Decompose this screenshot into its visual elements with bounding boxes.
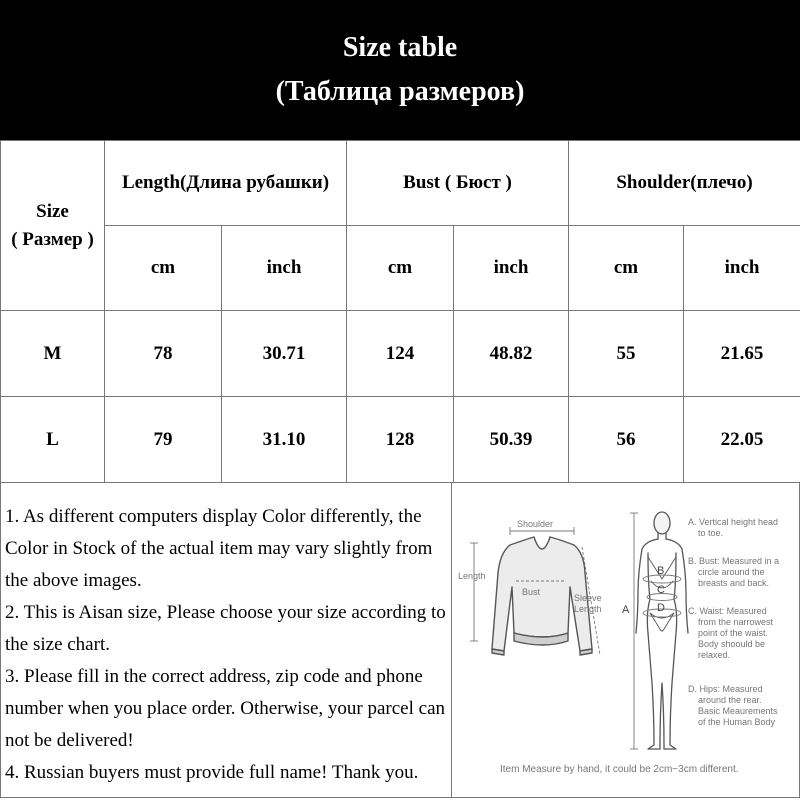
bust-header: Bust ( Бюст ): [347, 141, 569, 226]
note-item: 2. This is Aisan size, Please choose your size according to the size chart.: [5, 602, 446, 655]
table-unit-row: [1, 226, 800, 311]
bust-label: Bust: [522, 587, 541, 597]
note-item: 4. Russian buyers must provide full name! Thank you.: [5, 762, 419, 783]
unit-cell: inch: [222, 226, 347, 311]
note-item: 3. Please fill in the correct address, zip code and phone number when you place order. Otherwise, your parcel can not be delivered!: [5, 666, 445, 751]
unit-cell: inch: [454, 226, 569, 311]
page-subtitle: (Таблица размеров): [275, 76, 525, 107]
sleeve-label: Sleeve: [574, 593, 602, 603]
diagram-footer: Item Measure by hand, it could be 2cm~3cm different.: [500, 764, 739, 775]
size-header-cell: [1, 141, 105, 311]
page-title: Size table: [342, 32, 458, 63]
table-row: [1, 311, 800, 397]
shoulder-header: Shoulder(плечо): [569, 141, 800, 226]
legend-line: relaxed.: [698, 650, 731, 660]
legend-line: Basic Meaurements: [698, 706, 778, 716]
letter-d: D: [657, 602, 665, 614]
legend-line: C. Waist: Measured: [688, 606, 767, 616]
value-cell: 50.39: [454, 397, 569, 483]
value-cell: 56: [569, 397, 684, 483]
value-cell: 55: [569, 311, 684, 397]
value-cell: 30.71: [222, 311, 347, 397]
letter-a: A: [622, 604, 630, 616]
value-cell: 78: [105, 311, 222, 397]
value-cell: 21.65: [684, 311, 800, 397]
legend-line: D. Hips: Measured: [688, 684, 763, 694]
legend-line: B. Bust: Measured in a: [688, 556, 780, 566]
measurement-legend: [688, 517, 779, 727]
table-header-row: [1, 141, 800, 226]
body-figure: [636, 512, 688, 749]
value-cell: 124: [347, 311, 454, 397]
legend-line: point of the waist.: [698, 628, 769, 638]
unit-cell: cm: [569, 226, 684, 311]
value-cell: 31.10: [222, 397, 347, 483]
notes-box: [0, 482, 452, 798]
measurement-diagram-svg: [452, 483, 799, 798]
size-header-label-ru: ( Размер ): [11, 228, 94, 250]
legend-line: from the narrowest: [698, 617, 774, 627]
table-row: [1, 397, 800, 483]
legend-line: to toe.: [698, 528, 724, 538]
letter-b: B: [657, 565, 665, 577]
unit-cell: cm: [105, 226, 222, 311]
unit-cell: cm: [347, 226, 454, 311]
note-item: 1. As different computers display Color differently, the Color in Stock of the actual item may vary slightly from the above images.: [5, 506, 433, 591]
size-table: [0, 140, 800, 483]
size-cell: M: [1, 311, 105, 397]
shoulder-label: Shoulder: [517, 519, 554, 529]
value-cell: 128: [347, 397, 454, 483]
legend-line: of the Human Body: [698, 717, 776, 727]
body-guides: [630, 513, 681, 749]
length-header: Length(Длина рубашки): [105, 141, 347, 226]
legend-line: breasts and back.: [698, 578, 770, 588]
unit-cell: inch: [684, 226, 800, 311]
sleeve-label: Length: [574, 604, 602, 614]
size-header-label: Size: [36, 200, 69, 222]
value-cell: 79: [105, 397, 222, 483]
legend-line: circle around the: [698, 567, 765, 577]
legend-line: A. Vertical height head: [688, 517, 779, 527]
value-cell: 22.05: [684, 397, 800, 483]
legend-line: around the rear.: [698, 695, 762, 705]
measurement-diagram: [452, 482, 800, 798]
size-cell: L: [1, 397, 105, 483]
legend-line: Body shoould be: [698, 639, 766, 649]
length-label: Length: [458, 571, 486, 581]
title-banner: [0, 0, 800, 140]
value-cell: 48.82: [454, 311, 569, 397]
letter-c: C: [657, 584, 665, 596]
